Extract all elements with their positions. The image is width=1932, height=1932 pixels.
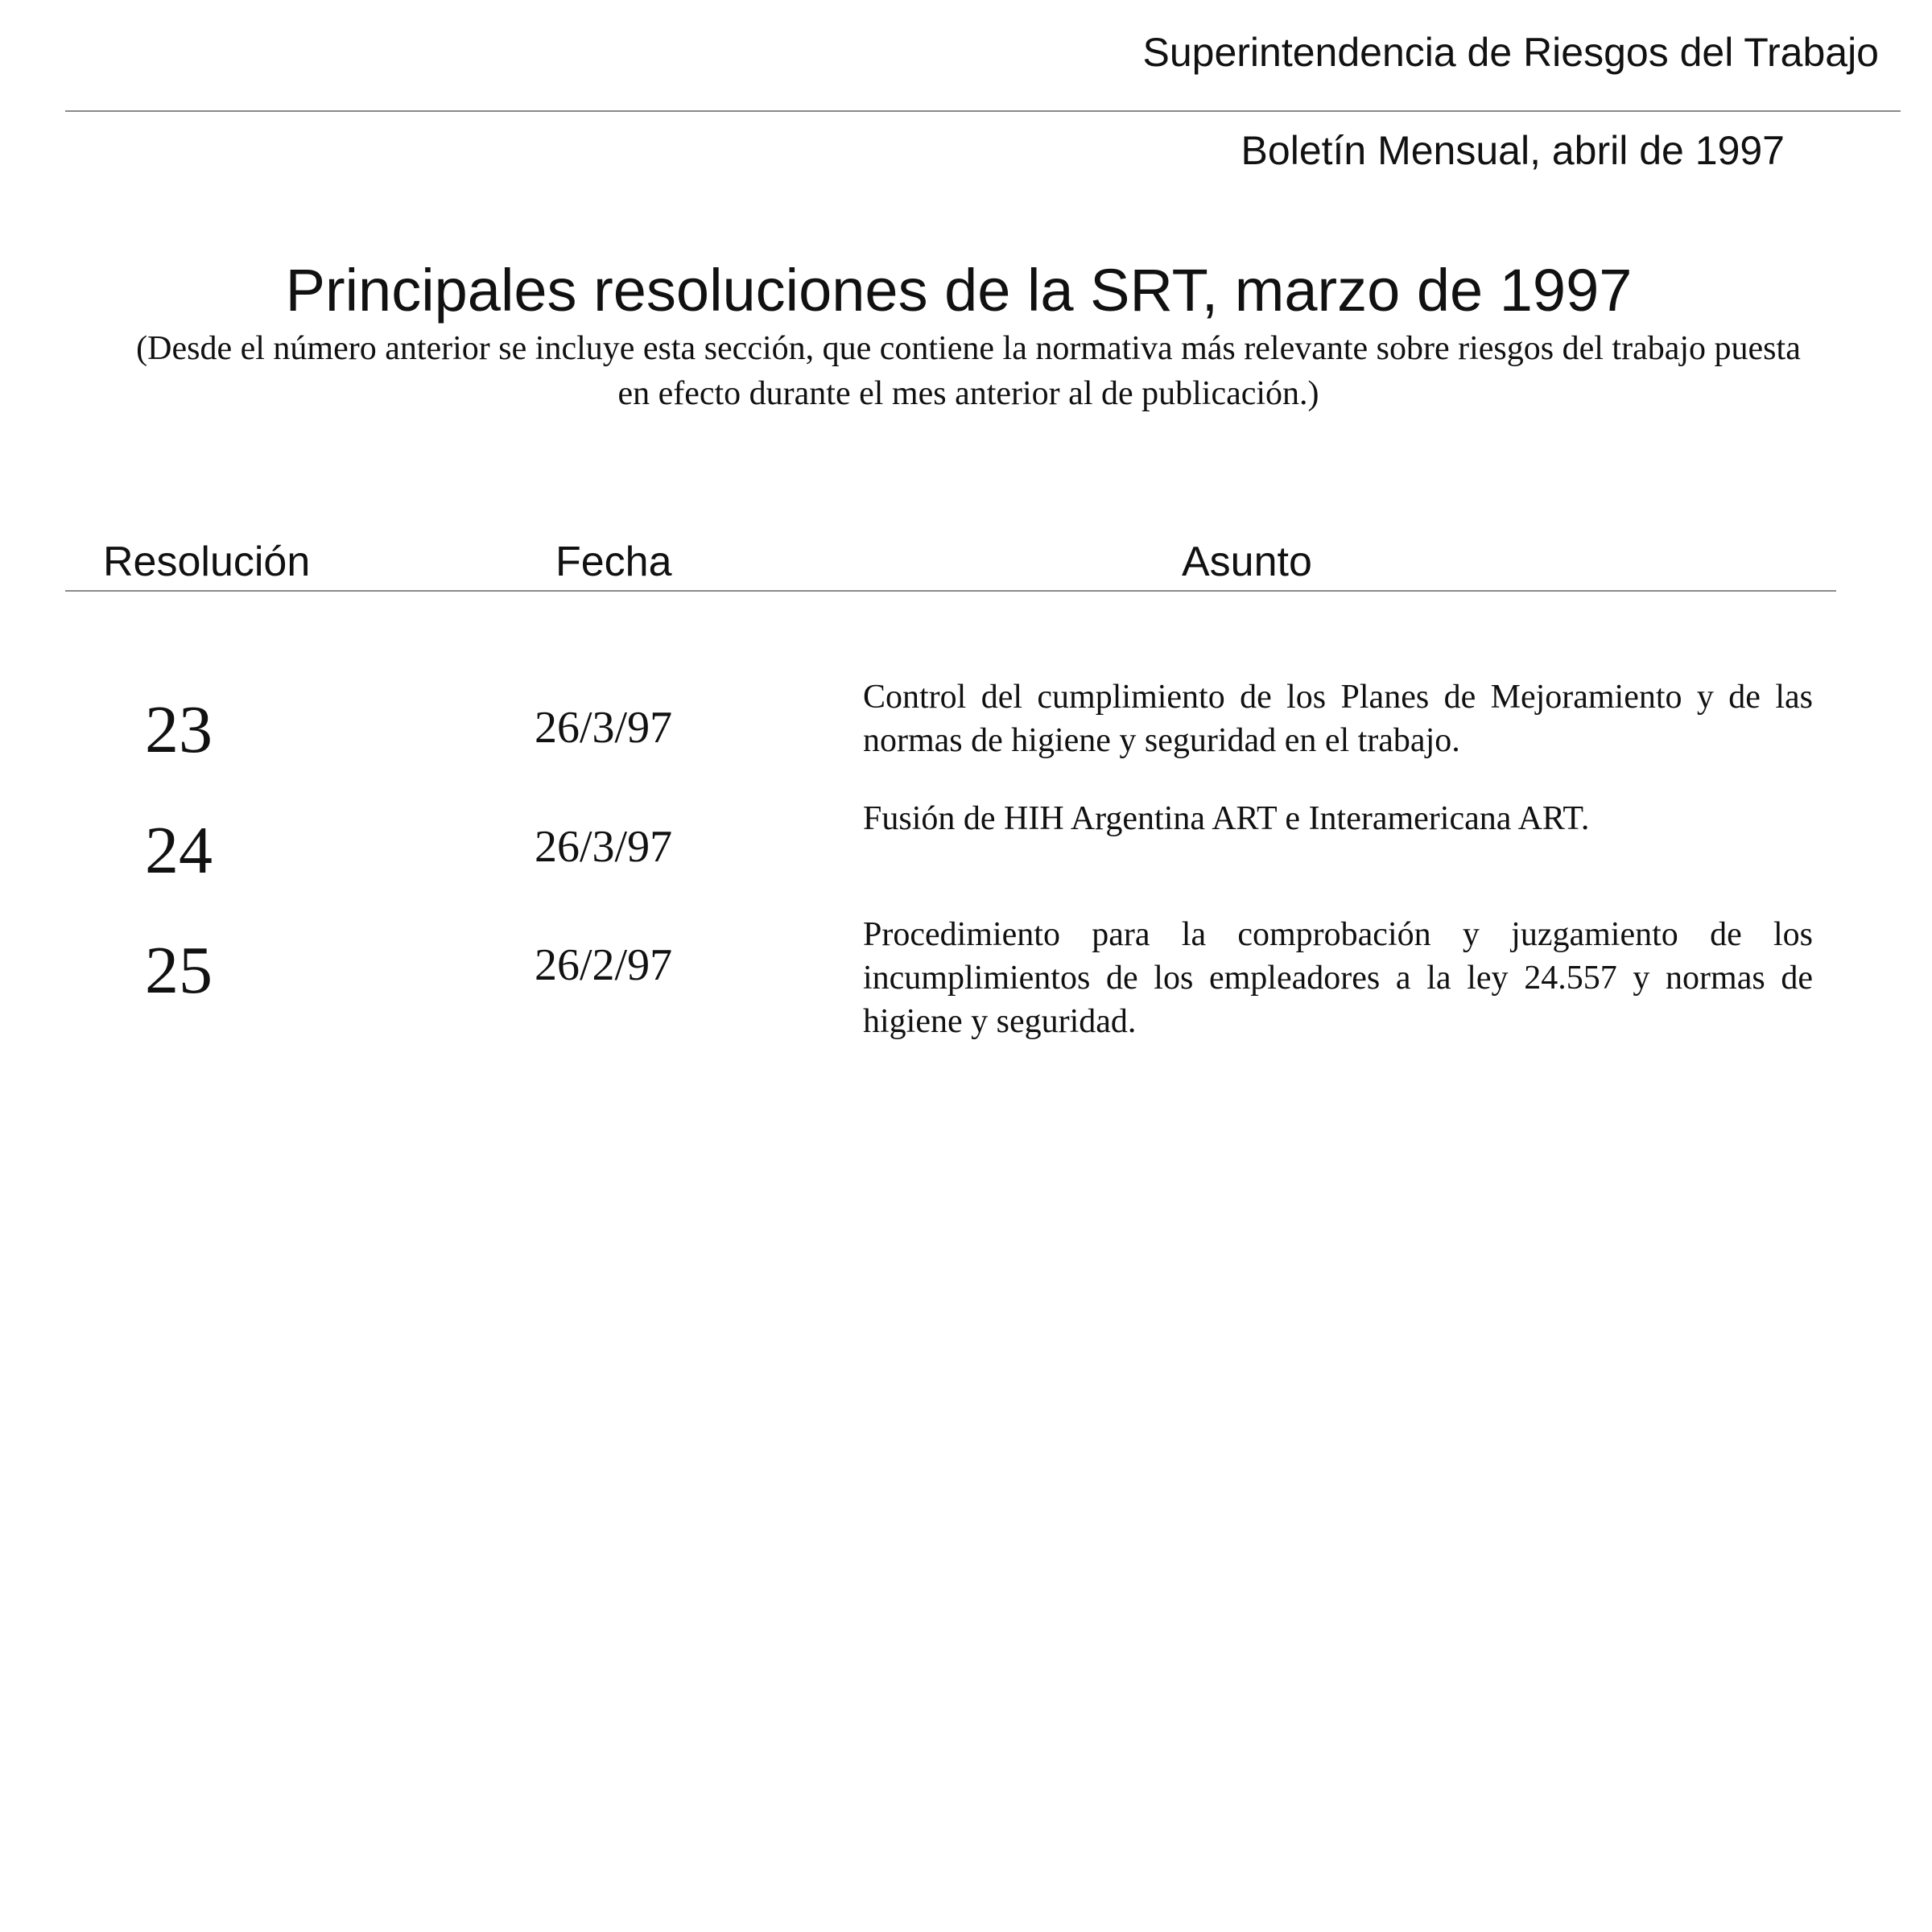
column-header-resolucion: Resolución	[103, 539, 311, 585]
table-row-2-fecha: 26/3/97	[535, 822, 673, 872]
table-row-2-asunto: Fusión de HIH Argentina ART e Interamericana ART.	[863, 800, 1590, 837]
table-row-1-fecha: 26/3/97	[535, 703, 673, 753]
table-header-divider	[65, 590, 1836, 592]
table-row-1-resolucion: 23	[145, 692, 213, 767]
table-row-3-asunto: Procedimiento para la comprobación y juzgamiento de los incumplimientos de los empleadores a la ley 24.557 y normas de higiene y seguridad.	[863, 916, 1813, 1040]
header-divider	[65, 110, 1901, 112]
table-row-1-asunto: Control del cumplimiento de los Planes de Mejoramiento y de las normas de higiene y seguridad en el trabajo.	[863, 679, 1813, 759]
table-row-3-fecha: 26/2/97	[535, 940, 673, 990]
table-row-2-resolucion: 24	[145, 813, 213, 888]
section-note: (Desde el número anterior se incluye esta sección, que contiene la normativa más relevante sobre riesgos del trabajo puesta en efecto durante el mes anterior al de publicación.)	[136, 330, 1801, 412]
organization-name: Superintendencia de Riesgos del Trabajo	[1142, 30, 1879, 75]
column-header-asunto: Asunto	[1182, 539, 1312, 585]
bulletin-issue: Boletín Mensual, abril de 1997	[1241, 128, 1785, 173]
column-header-fecha: Fecha	[555, 539, 672, 585]
table-row-3-resolucion: 25	[145, 933, 213, 1008]
page-title: Principales resoluciones de la SRT, marzo de 1997	[285, 257, 1633, 324]
